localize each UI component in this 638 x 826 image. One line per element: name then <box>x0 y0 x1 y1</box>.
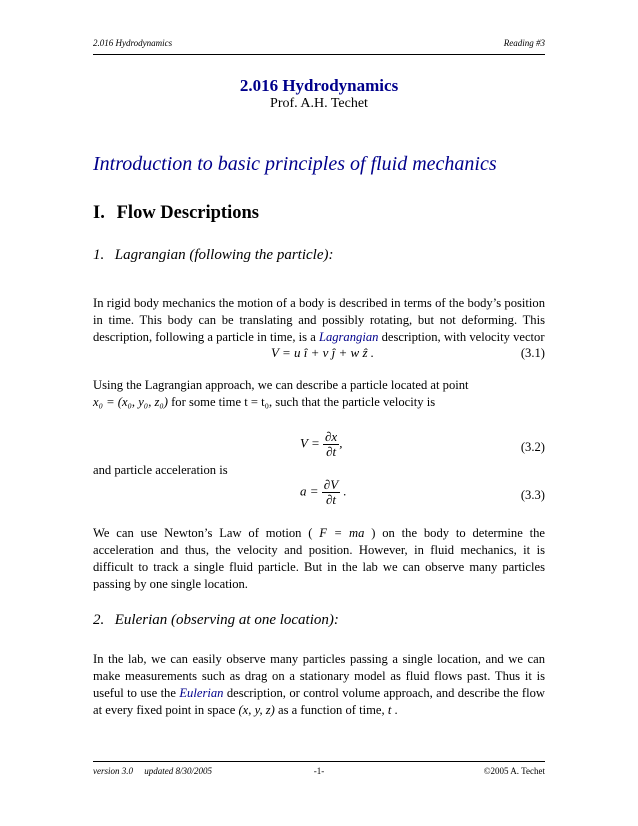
para-text: . <box>391 703 398 717</box>
numerator: ∂x <box>324 429 338 444</box>
running-header-left: 2.016 Hydrodynamics <box>93 38 173 48</box>
point-expression: x₀ = (x₀, y₀, z₀) <box>93 395 168 409</box>
equation-3-2 <box>300 430 342 459</box>
para-text: In rigid body mechanics the motion of a body is described in terms of the body’s position in time. This body can be translating and possibly rotating, but not deforming. This description, following a particle in time, is a <box>93 296 545 344</box>
subsection-number: 2. <box>93 612 105 628</box>
denominator: ∂t <box>326 444 337 459</box>
subsection-title: Eulerian (observing at one location): <box>114 612 339 628</box>
para-text: as a function of time, <box>274 703 388 717</box>
intro-heading: Introduction to basic principles of fluid mechanics <box>93 153 497 175</box>
para-text: description, with velocity vector <box>378 330 545 344</box>
paragraph-lagrangian-approach <box>93 377 545 411</box>
paragraph-eulerian <box>93 651 545 719</box>
section-heading-1 <box>93 203 259 224</box>
para-text: Using the Lagrangian approach, we can describe a particle located at point <box>93 378 469 392</box>
paragraph-newtons-law <box>93 525 545 593</box>
subsection-heading-eulerian <box>93 612 339 629</box>
header-divider <box>93 54 545 55</box>
subsection-heading-lagrangian <box>93 247 334 264</box>
equation-3-1: V = u î + v ĵ + w ẑ . <box>271 345 374 360</box>
equation-lhs: V = <box>300 435 320 451</box>
fraction <box>323 430 339 459</box>
footer-divider <box>93 761 545 762</box>
time-variable: t <box>387 703 392 717</box>
equation-number-3-1: (3.1) <box>520 346 545 360</box>
updated-label: updated 8/30/2005 <box>144 766 212 776</box>
equation-tail: , <box>339 435 343 451</box>
equation-tail: . <box>340 483 347 499</box>
lagrangian-term-link[interactable]: Lagrangian <box>318 330 379 344</box>
section-title: Flow Descriptions <box>116 203 259 223</box>
document-title: 2.016 Hydrodynamics <box>239 76 399 95</box>
para-text: In the lab, we can easily observe many particles passing a single location, and we can make measurements such as drag on a stationary model as fluid flows past. Thus it is useful to use the <box>93 652 545 700</box>
subsection-number: 1. <box>93 247 105 263</box>
para-text: for some time t = t₀, such that the particle velocity is <box>167 395 436 409</box>
equation-number-3-2: (3.2) <box>520 440 545 454</box>
para-text: We can use Newton’s Law of motion ( <box>93 526 320 540</box>
para-text: description, or control volume approach, and describe the flow at every fixed point in space <box>93 686 545 717</box>
footer-copyright: ©2005 A. Techet <box>483 766 545 776</box>
equation-lhs: a = <box>300 483 319 499</box>
fraction <box>322 478 340 507</box>
para-text: ) on the body to determine the acceleration and thus, the velocity and position. However, in fluid mechanics, it is difficult to track a single fluid particle. But in the lab we can observe many particles passing by one single location. <box>93 526 545 591</box>
equation-3-3 <box>300 478 347 507</box>
version-label: version 3.0 <box>93 766 133 776</box>
running-header-right: Reading #3 <box>503 38 545 48</box>
space-coordinates: (x, y, z) <box>238 703 275 717</box>
newton-law-expression: F = ma <box>319 526 365 540</box>
page-number: -1- <box>313 766 325 776</box>
section-number: I. <box>93 203 105 223</box>
paragraph-rigid-body <box>93 295 545 346</box>
numerator: ∂V <box>323 477 339 492</box>
eulerian-term-link[interactable]: Eulerian <box>179 686 224 700</box>
equation-number-3-3: (3.3) <box>520 488 545 502</box>
denominator: ∂t <box>325 492 336 507</box>
paragraph-acceleration: and particle acceleration is <box>93 463 228 477</box>
subsection-title: Lagrangian (following the particle): <box>114 247 334 263</box>
author-line: Prof. A.H. Techet <box>270 96 368 111</box>
